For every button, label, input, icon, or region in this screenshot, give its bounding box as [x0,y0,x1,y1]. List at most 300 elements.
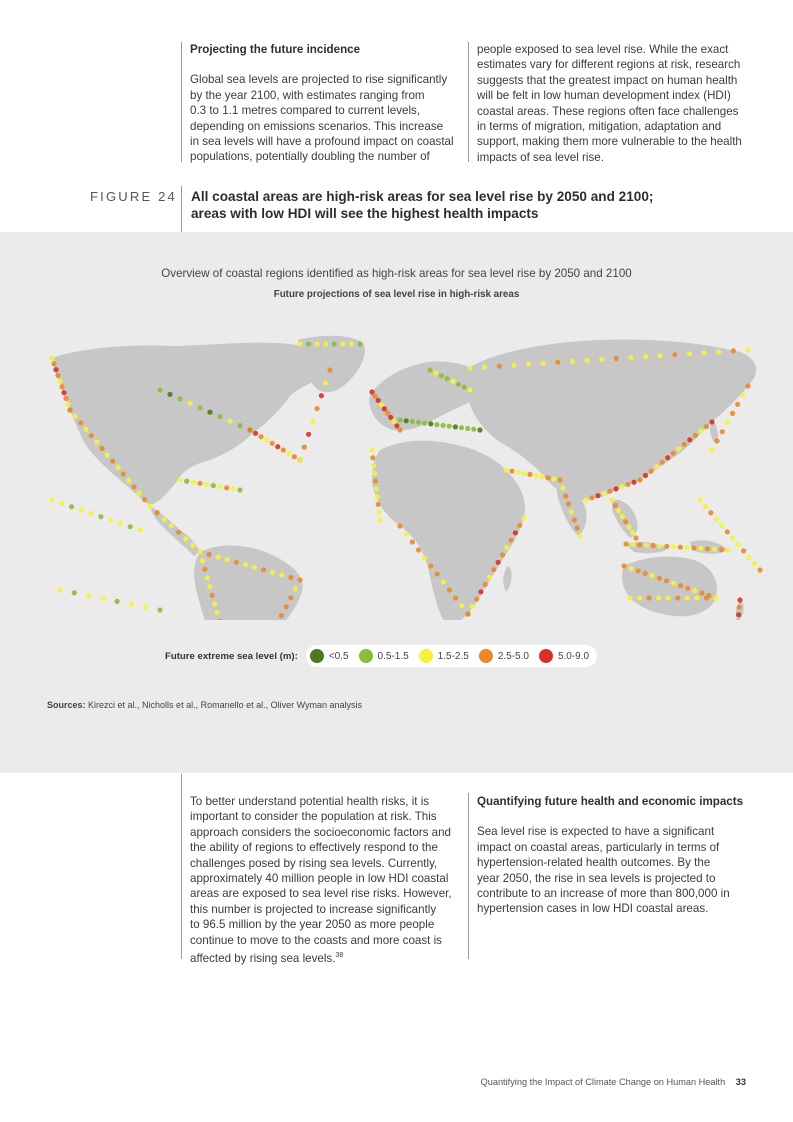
risk-dot [730,411,735,416]
risk-dot [725,547,730,552]
risk-dot [601,491,606,496]
text-line: people exposed to sea level rise. While the exact [477,43,729,56]
risk-dot [67,407,72,412]
text-line: contribute to an increase of more than 800,000 in [477,887,730,901]
risk-dot [83,427,88,432]
risk-dot [288,575,293,580]
risk-dot [477,427,482,432]
risk-dot [428,563,433,568]
risk-dot [672,352,677,357]
legend-swatch [479,649,493,663]
risk-dot [292,454,297,459]
risk-dot [89,433,94,438]
risk-dot [397,523,402,528]
risk-dot [703,504,708,509]
risk-dot [704,424,709,429]
risk-dot [323,380,328,385]
risk-dot [397,427,402,432]
legend-swatch [539,649,553,663]
risk-dot [315,406,320,411]
risk-dot [456,382,461,387]
risk-dot [224,485,229,490]
text-line: approximately 40 million people in low HDI coastal [190,872,449,886]
risk-dot [613,486,618,491]
risk-dot [478,589,483,594]
risk-dot [375,494,380,499]
world-map [0,330,793,620]
risk-dot [128,524,133,529]
risk-dot [270,441,275,446]
risk-dot [369,447,374,452]
risk-dot [503,467,508,472]
risk-dot [288,595,293,600]
risk-dot [715,438,720,443]
risk-dot [539,474,544,479]
legend-label: <0.5 [328,650,349,662]
risk-dot [620,514,625,519]
risk-dot [698,546,703,551]
sources-note [47,700,362,710]
risk-dot [108,517,113,522]
risk-dot [61,390,66,395]
risk-dot [55,373,60,378]
legend-item [310,649,349,663]
risk-dot [49,355,54,360]
risk-dot [459,425,464,430]
risk-dot [259,434,264,439]
risk-dot [725,529,730,534]
risk-dot [293,586,298,591]
risk-dot [155,510,160,515]
figure-title [191,188,771,222]
risk-dot [467,365,472,370]
risk-dot [643,571,648,576]
risk-dot [730,536,735,541]
risk-dot [735,402,740,407]
risk-dot [585,358,590,363]
risk-dot [237,487,242,492]
risk-dot [433,370,438,375]
risk-dot [643,473,648,478]
risk-dot [210,593,215,598]
risk-dot [720,429,725,434]
risk-dot [636,568,641,573]
risk-dot [697,497,702,502]
text-line: to 96.5 million by the year 2050 as more people [190,918,435,932]
risk-dot [643,354,648,359]
risk-dot [637,595,642,600]
risk-dot [184,479,189,484]
risk-dot [630,530,635,535]
risk-dot [657,576,662,581]
risk-dot [569,509,574,514]
risk-dot [685,595,690,600]
risk-dot [625,482,630,487]
risk-dot [631,480,636,485]
column-divider [181,774,182,959]
madagascar-land [503,566,511,592]
bottom-left-column [190,794,465,966]
risk-dot [373,394,378,399]
legend-label: 2.5-5.0 [497,650,529,662]
risk-dot [483,582,488,587]
text-line: approach considers the socioeconomic factors and [190,825,452,839]
risk-dot [482,365,487,370]
risk-dot [465,426,470,431]
risk-dot [197,405,202,410]
text-line: Global sea levels are projected to rise significantly [190,73,448,87]
risk-dot [167,392,172,397]
risk-dot [450,379,455,384]
risk-dot [137,527,142,532]
risk-dot [131,484,136,489]
text-line: suggests that the greatest impact on human health [477,73,738,87]
risk-dot [698,428,703,433]
risk-dot [656,595,661,600]
risk-dot [162,517,167,522]
risk-dot [191,480,196,485]
risk-dot [687,351,692,356]
risk-dot [599,357,604,362]
risk-dot [243,562,248,567]
risk-dot [410,419,415,424]
legend-title: Future extreme sea level (m): [165,650,298,662]
risk-dot [78,420,83,425]
risk-dot [279,572,284,577]
figure-title-line: areas with low HDI will see the highest health impacts [191,206,539,221]
risk-dot [577,533,582,538]
risk-dot [94,439,99,444]
text-line: challenges posed by rising sea levels. Currently, [190,856,438,870]
risk-dot [541,361,546,366]
risk-dot [99,446,104,451]
risk-dot [453,424,458,429]
map-subtitle: Future projections of sea level rise in high-risk areas [273,289,520,300]
risk-dot [560,485,565,490]
risk-dot [716,349,721,354]
risk-dot [709,419,714,424]
risk-dot [527,472,532,477]
risk-dot [737,597,742,602]
risk-dot [647,595,652,600]
risk-dot [357,341,362,346]
risk-dot [491,567,496,572]
risk-dot [682,442,687,447]
risk-dot [657,543,662,548]
risk-dot [373,479,378,484]
risk-dot [685,586,690,591]
risk-dot [613,503,618,508]
risk-dot [694,595,699,600]
risk-dot [509,469,514,474]
risk-dot [377,517,382,522]
risk-dot [202,567,207,572]
risk-dot [651,543,656,548]
risk-dot [515,470,520,475]
risk-dot [745,383,750,388]
figure-label: FIGURE 24 [90,189,177,204]
risk-dot [371,463,376,468]
risk-dot [708,510,713,515]
text-line: impact on coastal areas, particularly in terms of [477,840,720,854]
risk-dot [404,418,409,423]
column-divider [468,793,469,959]
risk-dot [207,410,212,415]
risk-dot [666,595,671,600]
risk-dot [217,414,222,419]
risk-dot [98,514,103,519]
risk-dot [388,415,393,420]
risk-dot [374,486,379,491]
risk-dot [57,587,62,592]
risk-dot [563,493,568,498]
risk-dot [63,396,68,401]
risk-dot [736,542,741,547]
text-line: To better understand potential health risks, it is [190,795,430,808]
risk-dot [59,384,64,389]
bottom-right-column [477,794,757,917]
risk-dot [53,367,58,372]
risk-dot [650,573,655,578]
section-heading: Projecting the future incidence [190,43,361,56]
footer-title: Quantifying the Impact of Climate Change on Human Health [480,1077,726,1087]
risk-dot [621,563,626,568]
risk-dot [747,555,752,560]
risk-dot [712,547,717,552]
legend-item [539,649,589,663]
risk-dot [372,471,377,476]
risk-dot [391,419,396,424]
risk-dot [332,341,337,346]
risk-dot [445,376,450,381]
text-line: depending on emissions scenarios. This increase [190,119,444,133]
risk-dot [216,555,221,560]
text-line: impacts of sea level rise. [477,150,604,164]
risk-dot [487,575,492,580]
risk-dot [435,571,440,576]
text-line: in sea levels will have a profound impact on coastal [190,135,454,149]
text-line: by the year 2100, with estimates ranging from [190,88,425,102]
risk-dot [157,387,162,392]
risk-dot [633,535,638,540]
risk-dot [297,577,302,582]
risk-dot [453,595,458,600]
text-line: coastal areas. These regions often face challenges [477,104,739,118]
risk-dot [306,432,311,437]
text-line: year 2050, the rise in sea levels is projected to [477,871,716,885]
risk-dot [660,460,665,465]
risk-dot [231,486,236,491]
risk-dot [533,473,538,478]
risk-dot [465,611,470,616]
risk-dot [147,503,152,508]
risk-dot [187,401,192,406]
risk-dot [665,455,670,460]
risk-dot [637,477,642,482]
page-footer [481,1077,746,1087]
risk-dot [217,484,222,489]
risk-dot [382,406,387,411]
risk-dot [671,581,676,586]
risk-dot [86,593,91,598]
risk-dot [252,565,257,570]
risk-dot [59,501,64,506]
risk-dot [89,511,94,516]
figure-panel [0,232,793,773]
text-line: estimates vary for different regions at risk, research [477,58,741,72]
risk-dot [462,385,467,390]
legend-swatch [310,649,324,663]
risk-dot [264,437,269,442]
risk-dot [441,423,446,428]
risk-dot [211,483,216,488]
risk-dot [551,476,556,481]
risk-dot [253,431,258,436]
risk-dot [370,455,375,460]
risk-dot [79,507,84,512]
risk-dot [644,543,649,548]
page-number: 33 [735,1077,746,1087]
column-divider [468,42,469,162]
risk-dot [474,597,479,602]
risk-dot [394,423,399,428]
risk-dot [100,596,105,601]
risk-dot [687,437,692,442]
risk-dot [557,477,562,482]
risk-dot [281,447,286,452]
risk-dot [629,566,634,571]
risk-dot [143,605,148,610]
risk-dot [513,530,518,535]
figure-divider [181,186,182,232]
risk-dot [619,484,624,489]
risk-dot [509,538,514,543]
risk-dot [740,393,745,398]
risk-dot [676,446,681,451]
text-fragment: affected by rising sea levels. [190,951,336,965]
risk-dot [323,341,328,346]
risk-dot [671,544,676,549]
risk-dot [110,459,115,464]
risk-dot [678,583,683,588]
risk-dot [183,536,188,541]
risk-dot [627,525,632,530]
risk-dot [447,424,452,429]
risk-dot [118,521,123,526]
risk-dot [434,422,439,427]
risk-dot [176,530,181,535]
risk-dot [115,599,120,604]
risk-dot [225,557,230,562]
risk-dot [279,613,284,618]
risk-dot [319,393,324,398]
risk-dot [306,341,311,346]
risk-dot [349,341,354,346]
risk-dot [410,539,415,544]
risk-dot [297,341,302,346]
risk-dot [658,353,663,358]
risk-dot [583,497,588,502]
risk-dot [212,601,217,606]
risk-dot [671,451,676,456]
paragraph [477,824,757,916]
top-right-column [477,42,757,165]
risk-dot [741,548,746,553]
risk-dot [497,364,502,369]
risk-dot [731,348,736,353]
risk-dot [685,545,690,550]
risk-dot [404,531,409,536]
text-line: continue to move to the coasts and more coast is [190,933,442,947]
risk-dot [637,542,642,547]
risk-dot [521,471,526,476]
risk-dot [496,560,501,565]
risk-dot [757,567,762,572]
risk-dot [705,546,710,551]
figure-overview: Overview of coastal regions identified as high-risk areas for sea level rise by 2050 and 2100 [161,267,632,280]
risk-dot [121,471,126,476]
risk-dot [678,545,683,550]
risk-dot [270,570,275,575]
legend-label: 0.5-1.5 [377,650,409,662]
risk-dot [447,587,452,592]
risk-dot [699,591,704,596]
risk-dot [623,519,628,524]
risk-dot [327,367,332,372]
risk-dot [649,469,654,474]
risk-dot [142,497,147,502]
risk-dot [310,419,315,424]
legend-swatch [359,649,373,663]
risk-dot [595,493,600,498]
risk-dot [385,411,390,416]
risk-dot [51,361,56,366]
risk-dot [709,447,714,452]
risk-dot [302,445,307,450]
australia-land [622,557,717,617]
risk-dot [261,567,266,572]
risk-dot [73,414,78,419]
risk-dot [190,543,195,548]
risk-dot [714,517,719,522]
risk-dot [369,389,374,394]
text-line: in terms of migration, mitigation, adaptation and [477,120,722,134]
top-left-column [190,42,465,165]
risk-dot [129,602,134,607]
risk-dot [616,508,621,513]
risk-dot [227,419,232,424]
legend-label: 5.0-9.0 [557,650,590,662]
risk-dot [471,427,476,432]
text-line: hypertension cases in low HDI coastal areas. [477,902,709,916]
column-divider [181,42,182,162]
risk-dot [275,444,280,449]
text-line: the ability of regions to effectively respond to the [190,841,438,855]
risk-dot [57,379,62,384]
risk-dot [719,523,724,528]
risk-dot [427,367,432,372]
text-line: support, making them more vulnerable to the health [477,135,742,149]
risk-dot [177,396,182,401]
risk-dot [439,373,444,378]
risk-dot [572,517,577,522]
section-heading: Quantifying future health and economic impacts [477,795,744,808]
risk-dot [725,420,730,425]
risk-dot [197,549,202,554]
text-line: areas are exposed to sea level rise risks. However, [190,887,452,901]
text-line: will be felt in low human development index (HDI) [477,89,731,103]
risk-dot [157,607,162,612]
